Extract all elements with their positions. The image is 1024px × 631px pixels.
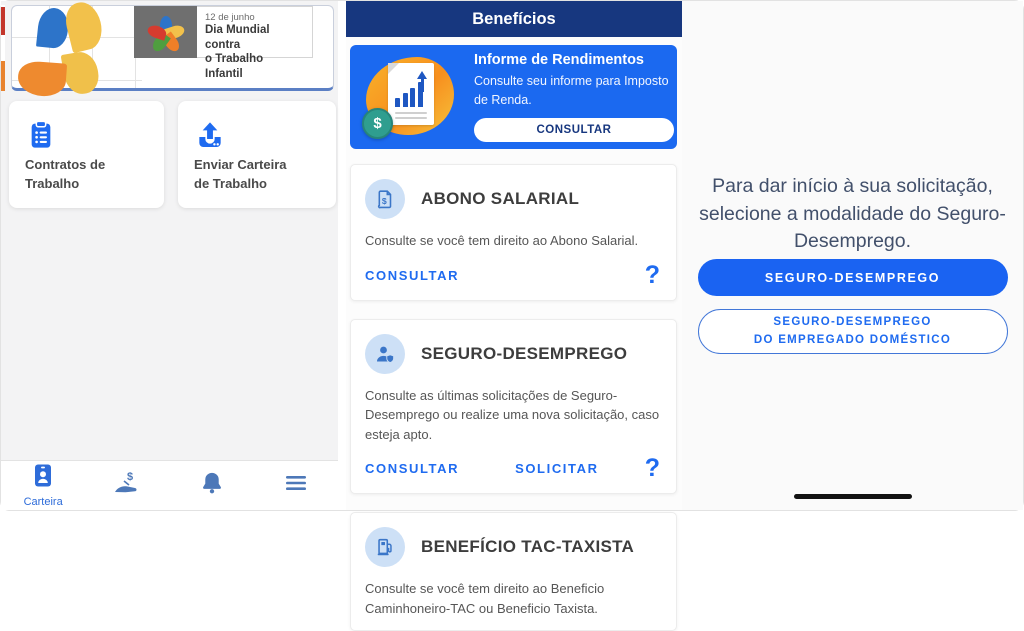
bell-icon bbox=[199, 470, 225, 501]
fuel-pump-icon bbox=[365, 527, 405, 567]
dollar-coin-icon: $ bbox=[362, 108, 393, 139]
banner-petal-orange bbox=[17, 60, 67, 97]
svg-text:$: $ bbox=[381, 196, 387, 207]
informe-rendimentos-card[interactable] bbox=[350, 45, 677, 149]
benefit-title: ABONO SALARIAL bbox=[421, 189, 580, 208]
benefit-description: Consulte se você tem direito ao Abono Salarial. bbox=[365, 233, 639, 248]
seguro-modalidade-panel bbox=[682, 1, 1023, 510]
page-title: Benefícios bbox=[472, 9, 556, 28]
nav-tab-menu[interactable] bbox=[254, 472, 338, 499]
svg-text:$: $ bbox=[127, 471, 134, 483]
banner-date: 12 de junho bbox=[205, 12, 255, 23]
campaign-banner[interactable] bbox=[11, 5, 334, 91]
beneficio-tac-taxista-card bbox=[350, 512, 677, 631]
nav-tab-beneficios[interactable] bbox=[85, 469, 169, 502]
home-screen-panel bbox=[1, 1, 338, 510]
promo-description: Consulte seu informe para Imposto de Renda. bbox=[474, 74, 669, 107]
hand-dollar-icon bbox=[112, 469, 142, 502]
benefit-title: SEGURO-DESEMPREGO bbox=[421, 343, 628, 363]
id-badge-icon bbox=[31, 463, 55, 494]
person-shield-icon bbox=[365, 334, 405, 374]
benefit-description: Consulte se você tem direito ao Beneficio Caminhoneiro-TAC ou Beneficio Taxista. bbox=[365, 581, 605, 616]
carousel-sliver-red bbox=[1, 7, 5, 35]
enviar-carteira-card[interactable] bbox=[178, 101, 336, 208]
banner-text-box bbox=[197, 6, 313, 81]
carousel-sliver-orange bbox=[1, 61, 5, 91]
beneficios-header bbox=[346, 1, 682, 37]
banner-title-line1: Dia Mundial contra bbox=[205, 24, 270, 51]
promo-consultar-button[interactable]: CONSULTAR bbox=[474, 118, 674, 142]
upload-tray-icon bbox=[194, 138, 226, 155]
menu-icon bbox=[283, 472, 309, 499]
beneficios-screen-panel bbox=[346, 1, 682, 616]
income-report-illustration bbox=[356, 51, 468, 143]
abono-consultar-link[interactable]: CONSULTAR bbox=[365, 267, 460, 283]
home-indicator-bar bbox=[794, 494, 912, 499]
benefit-description: Consulte as últimas solicitações de Seguro-Desemprego ou realize uma nova solicitação, caso esteja apto. bbox=[365, 387, 660, 442]
carousel-previous-slide bbox=[1, 5, 5, 91]
help-icon[interactable]: ? bbox=[644, 260, 660, 289]
modalidade-instruction-text: Para dar início à sua solicitação, selecione a modalidade do Seguro-Desemprego. bbox=[699, 175, 1006, 253]
panel-divider bbox=[338, 1, 346, 510]
seguro-desemprego-card bbox=[350, 319, 677, 495]
nav-tab-carteira[interactable] bbox=[1, 463, 85, 508]
help-icon[interactable]: ? bbox=[644, 454, 660, 482]
abono-salarial-card bbox=[350, 164, 677, 301]
shortcut-cards-row bbox=[9, 101, 336, 208]
shortcut-label: Enviar Carteira de Trabalho bbox=[194, 157, 287, 192]
seguro-consultar-link[interactable]: CONSULTAR bbox=[365, 461, 460, 476]
nav-label-carteira: Carteira bbox=[23, 496, 63, 508]
seguro-desemprego-button[interactable]: SEGURO-DESEMPREGO bbox=[698, 259, 1008, 296]
seguro-desemprego-domestico-button[interactable]: SEGURO-DESEMPREGO DO EMPREGADO DOMÉSTICO bbox=[698, 309, 1008, 354]
banner-title-line2: o Trabalho Infantil bbox=[205, 53, 264, 81]
bottom-navigation-bar bbox=[1, 460, 338, 510]
clipboard-list-icon bbox=[25, 138, 57, 155]
contratos-de-trabalho-card[interactable] bbox=[9, 101, 164, 208]
shortcut-label: Contratos de Trabalho bbox=[25, 157, 106, 192]
benefit-title: BENEFÍCIO TAC-TAXISTA bbox=[421, 537, 635, 556]
promo-title: Informe de Rendimentos bbox=[474, 52, 644, 69]
document-dollar-icon bbox=[365, 179, 405, 219]
banner-logo-box bbox=[134, 6, 197, 58]
nav-tab-notifications[interactable] bbox=[170, 470, 254, 501]
seguro-solicitar-link[interactable]: SOLICITAR bbox=[515, 461, 599, 476]
